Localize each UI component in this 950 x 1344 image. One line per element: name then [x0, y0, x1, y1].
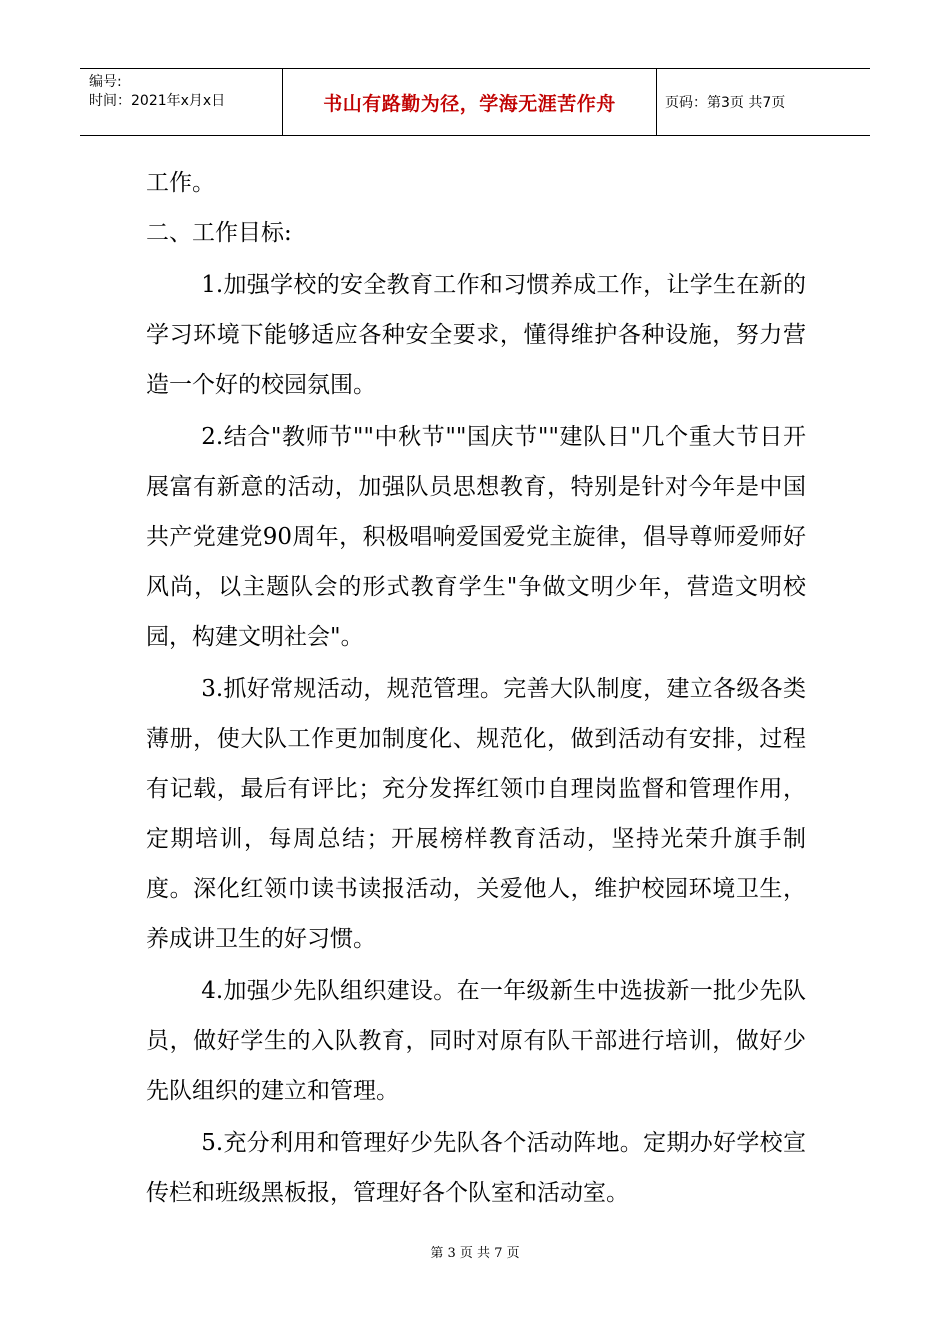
body-paragraph: 1.加强学校的安全教育工作和习惯养成工作，让学生在新的学习环境下能够适应各种安全要求，懂得维护各种设施，努力营造一个好的校园氛围。: [146, 272, 806, 398]
body-paragraph: 2.结合"教师节""中秋节""国庆节""建队日"几个重大节日开展富有新意的活动，加强队员思想教育，特别是针对今年是中国共产党建党90周年，积极唱响爱国爱党主旋律，倡导尊师爱师好风尚，以主题队会的形式教育学生"争做文明少年，营造文明校园，构建文明社会"。: [146, 424, 806, 650]
page-header: [80, 68, 870, 136]
header-motto-cell: [283, 69, 657, 135]
document-number-label: 编号:: [89, 74, 122, 90]
section-heading: 二、工作目标:: [146, 220, 292, 246]
body-paragraph: 3.抓好常规活动，规范管理。完善大队制度，建立各级各类薄册，使大队工作更加制度化、规范化，做到活动有安排，过程有记载，最后有评比；充分发挥红领巾自理岗监督和管理作用，定期培训，每周总结；开展榜样教育活动，坚持光荣升旗手制度。深化红领巾读书读报活动，关爱他人，维护校园环境卫生，养成讲卫生的好习惯。: [146, 676, 806, 952]
body-paragraph: 4.加强少先队组织建设。在一年级新生中选拔新一批少先队员，做好学生的入队教育，同时对原有队干部进行培训，做好少先队组织的建立和管理。: [146, 978, 806, 1104]
document-date: 时间：2021年x月x日: [89, 93, 226, 109]
document-body: [146, 158, 806, 1218]
body-paragraph: 5.充分利用和管理好少先队各个活动阵地。定期办好学校宣传栏和班级黑板报，管理好各个队室和活动室。: [146, 1130, 806, 1206]
header-meta-cell: [80, 69, 283, 135]
header-motto: 书山有路勤为径，学海无涯苦作舟: [323, 92, 616, 115]
header-page-cell: [657, 69, 870, 135]
body-paragraph: 工作。: [146, 170, 215, 196]
header-page-code: 页码：第3页 共7页: [665, 95, 786, 111]
footer-page-number: 第 3 页 共 7 页: [430, 1246, 520, 1261]
page-footer: [0, 1245, 950, 1263]
